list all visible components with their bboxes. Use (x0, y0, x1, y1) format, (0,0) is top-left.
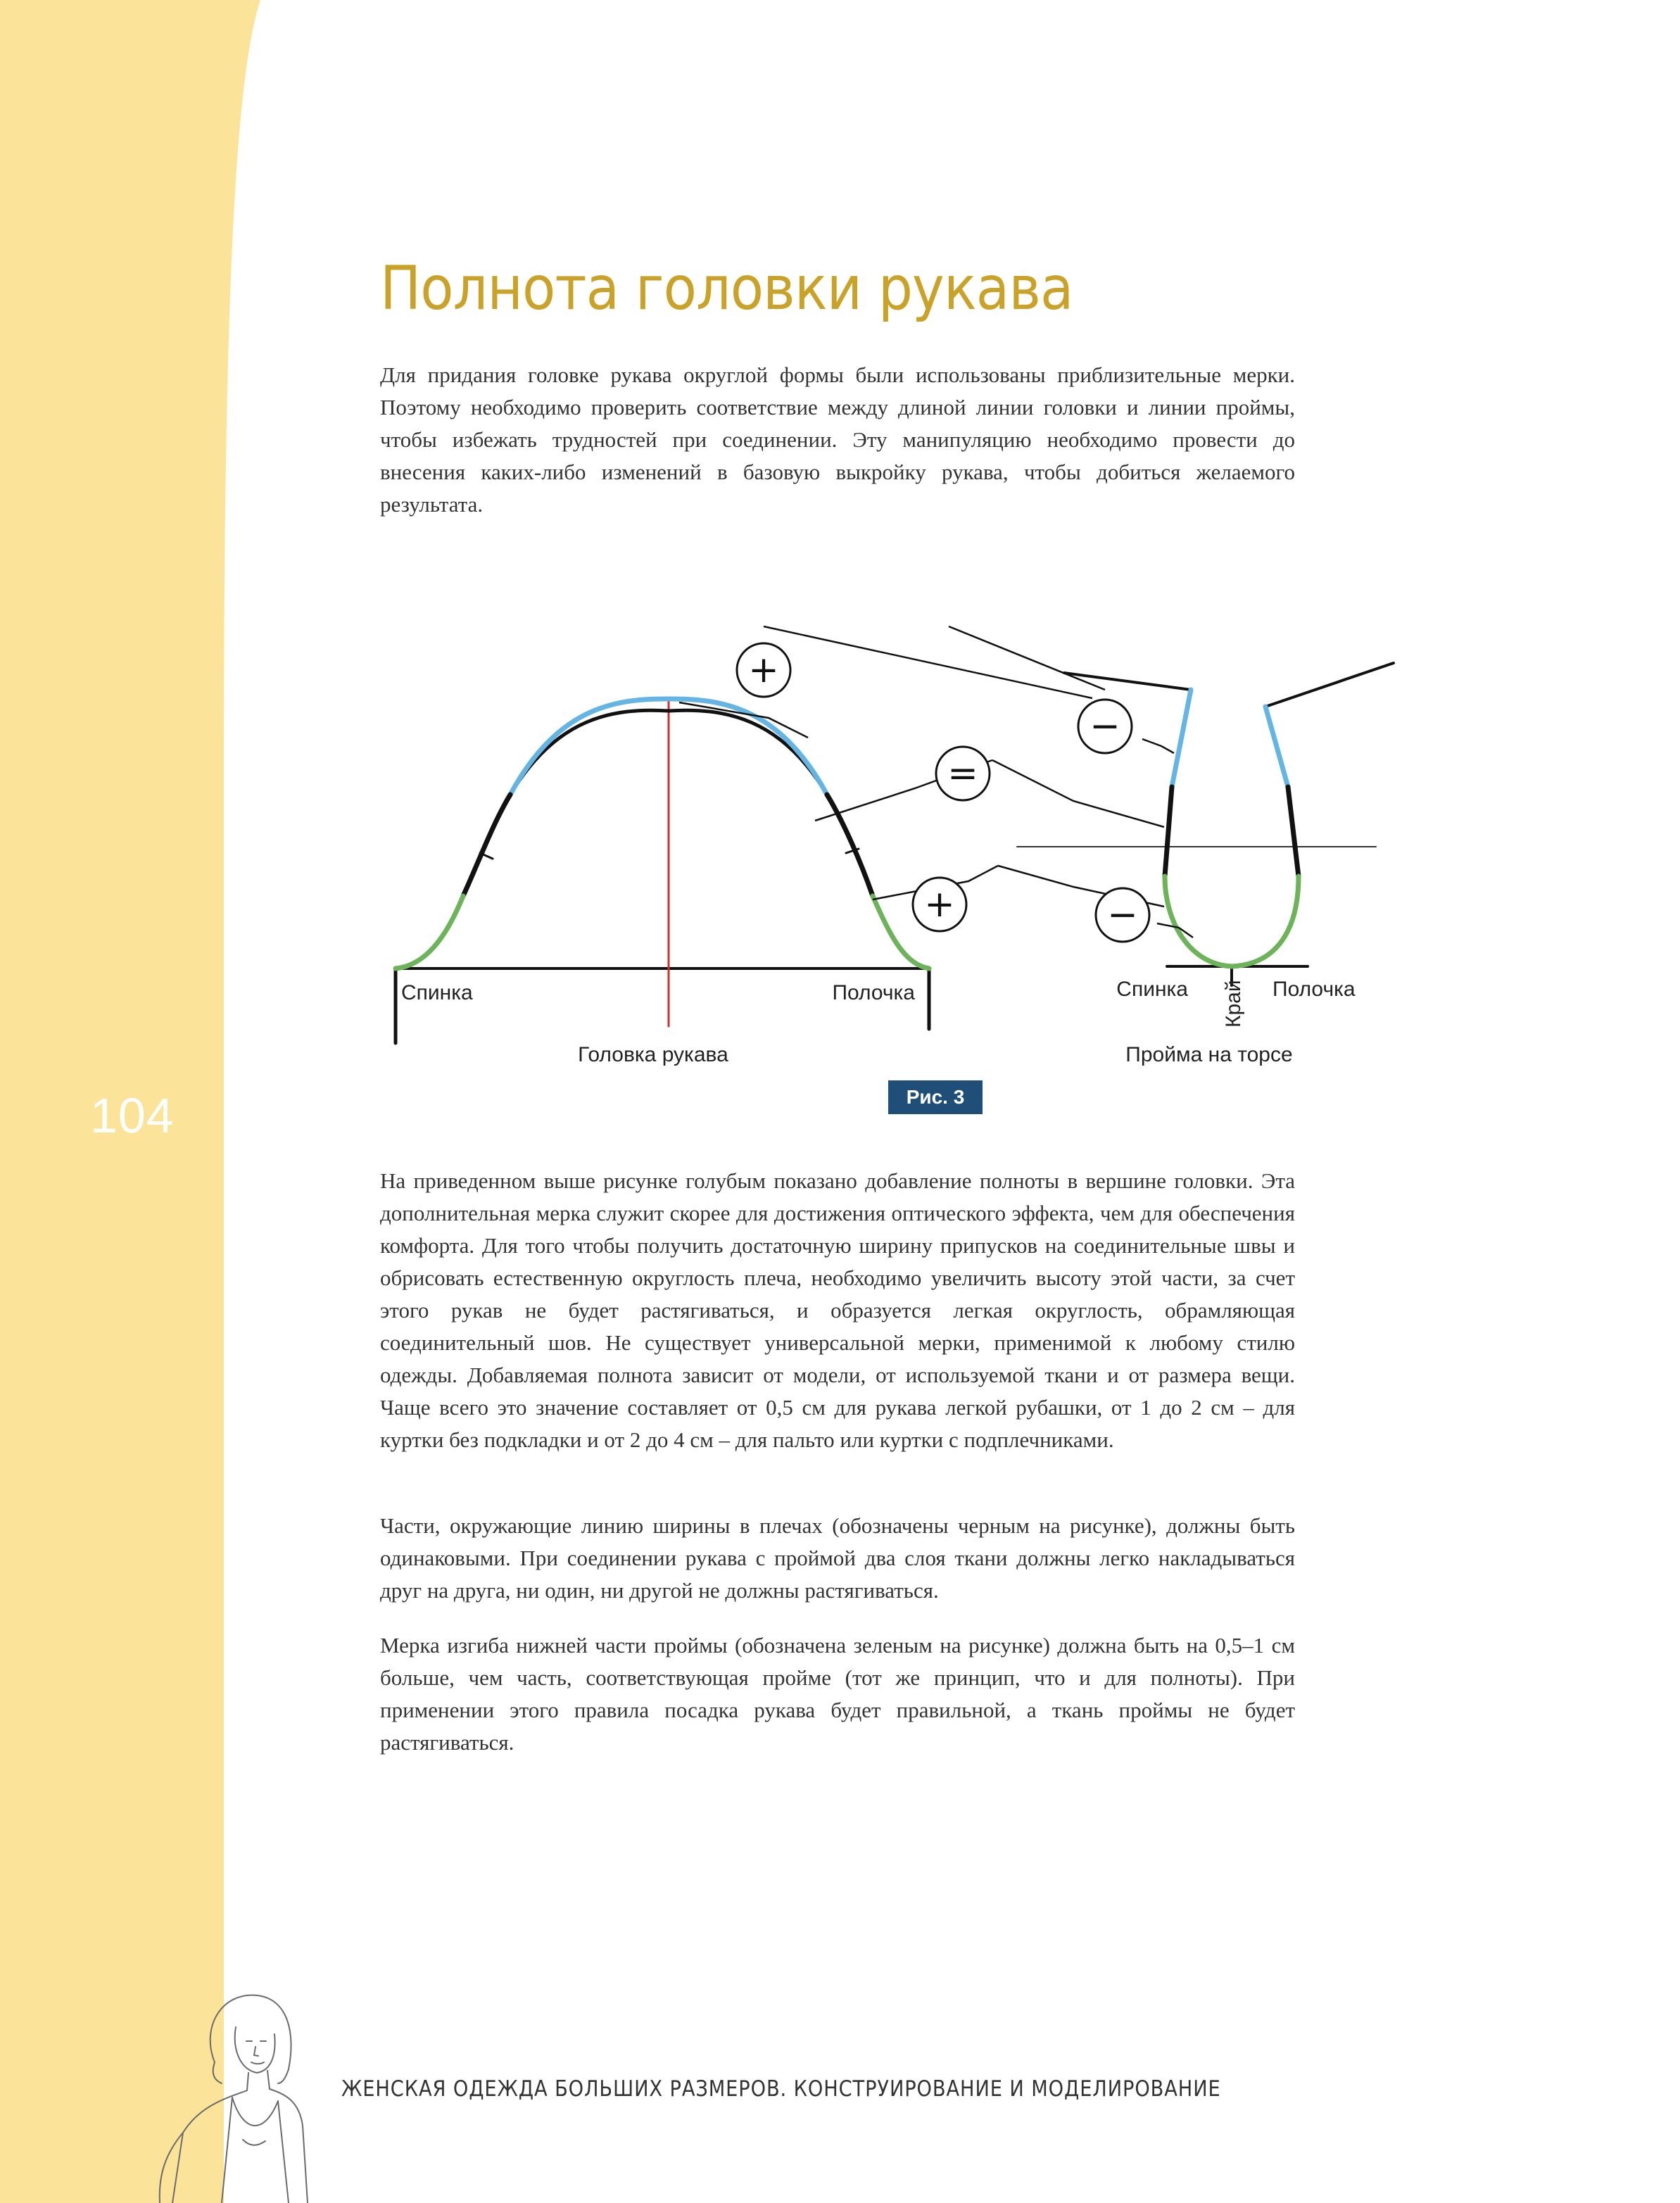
sleeve-back-label: Спинка (401, 981, 473, 1004)
armhole-back-middle (1165, 787, 1172, 876)
armhole-back-upper (1172, 690, 1191, 787)
sleeve-back-shoulder-segment (463, 795, 510, 896)
svg-text:−: − (1107, 894, 1138, 936)
armhole-front-middle (1288, 787, 1299, 876)
front-shoulder-line (1265, 663, 1394, 707)
svg-text:+: + (748, 649, 779, 691)
armhole-front-upper (1265, 707, 1288, 787)
armhole-front-label: Полочка (1272, 978, 1356, 1001)
armhole-back-label: Спинка (1116, 978, 1188, 1001)
plus-symbol-top (737, 643, 790, 697)
minus-symbol-bottom (1096, 888, 1149, 942)
minus-symbol-top (1078, 700, 1132, 753)
intro-paragraph: Для придания головке рукава округлой формы были использованы приблизительные мерки. Поэтому необходимо проверить соответствие между длиной линии головки и линии проймы, чтобы избежать трудностей при соединении. Эту манипуляцию необходимо провести до внесения каких-либо изменений в базовую выкройку рукава, чтобы добиться желаемого результата. (380, 362, 1295, 517)
svg-text:+: + (924, 883, 955, 926)
armhole-edge-label: Край (1222, 980, 1245, 1028)
sleeve-back-lower-segment (396, 896, 463, 968)
book-title-footer: ЖЕНСКАЯ ОДЕЖДА БОЛЬШИХ РАЗМЕРОВ. КОНСТРУИРОВАНИЕ И МОДЕЛИРОВАНИЕ (341, 2076, 1221, 2102)
body-paragraph: Мерка изгиба нижней части проймы (обозначена зеленым на рисунке) должна быть на 0,5–1 см больше, чем часть, соответствующая пройме (тот же принцип, что и для полноты). При применении этого правила посадка рукава будет правильной, а ткань проймы не будет растягиваться. (380, 1633, 1295, 1755)
page-number: 104 (90, 1088, 175, 1143)
svg-text:=: = (947, 752, 978, 795)
sleeve-armhole-diagram (380, 619, 1408, 1126)
page-title: Полнота головки рукава (380, 253, 1073, 324)
armhole-drawing (1017, 663, 1394, 985)
svg-text:−: − (1090, 705, 1120, 747)
body-paragraph: На приведенном выше рисунке голубым показано добавление полноты в вершине головки. Эта дополнительная мерка служит скорее для достижения оптического эффекта, чем для обеспечения комфорта. Для того чтобы получить достаточную ширину припусков на соединительные швы и обрисовать естественную округлость плеча, необходимо увеличить высоту этой части, за счет этого рукав не будет растягиваться, и образуется легкая округлость, обрамляющая соединительный шов. Не существует универсальной мерки, применимой к любому стилю одежды. Добавляемая полнота зависит от модели, от используемой ткани и от размера вещи. Чаще всего это значение составляет от 0,5 см для рукава легкой рубашки, от 1 до 2 см – для куртки без подкладки и от 2 до 4 см – для пальто или куртки с подплечниками. (380, 1168, 1295, 1452)
armhole-front-lower (1232, 876, 1299, 966)
plus-symbol-bottom (913, 878, 966, 931)
woman-sketch-illustration (151, 1985, 320, 2203)
equal-symbol (936, 747, 990, 800)
sleeve-title-label: Головка рукава (578, 1043, 728, 1066)
body-paragraph: Части, окружающие линию ширины в плечах (обозначены черным на рисунке), должны быть одинаковыми. При соединении рукава с проймой два слоя ткани должны легко накладываться друг на друга, ни один, ни другой не должны растягиваться. (380, 1513, 1295, 1603)
armhole-title-label: Пройма на торсе (1125, 1043, 1293, 1066)
sleeve-front-label: Полочка (832, 981, 915, 1004)
figure-caption: Рис. 3 (888, 1080, 983, 1114)
armhole-back-lower (1165, 876, 1232, 966)
